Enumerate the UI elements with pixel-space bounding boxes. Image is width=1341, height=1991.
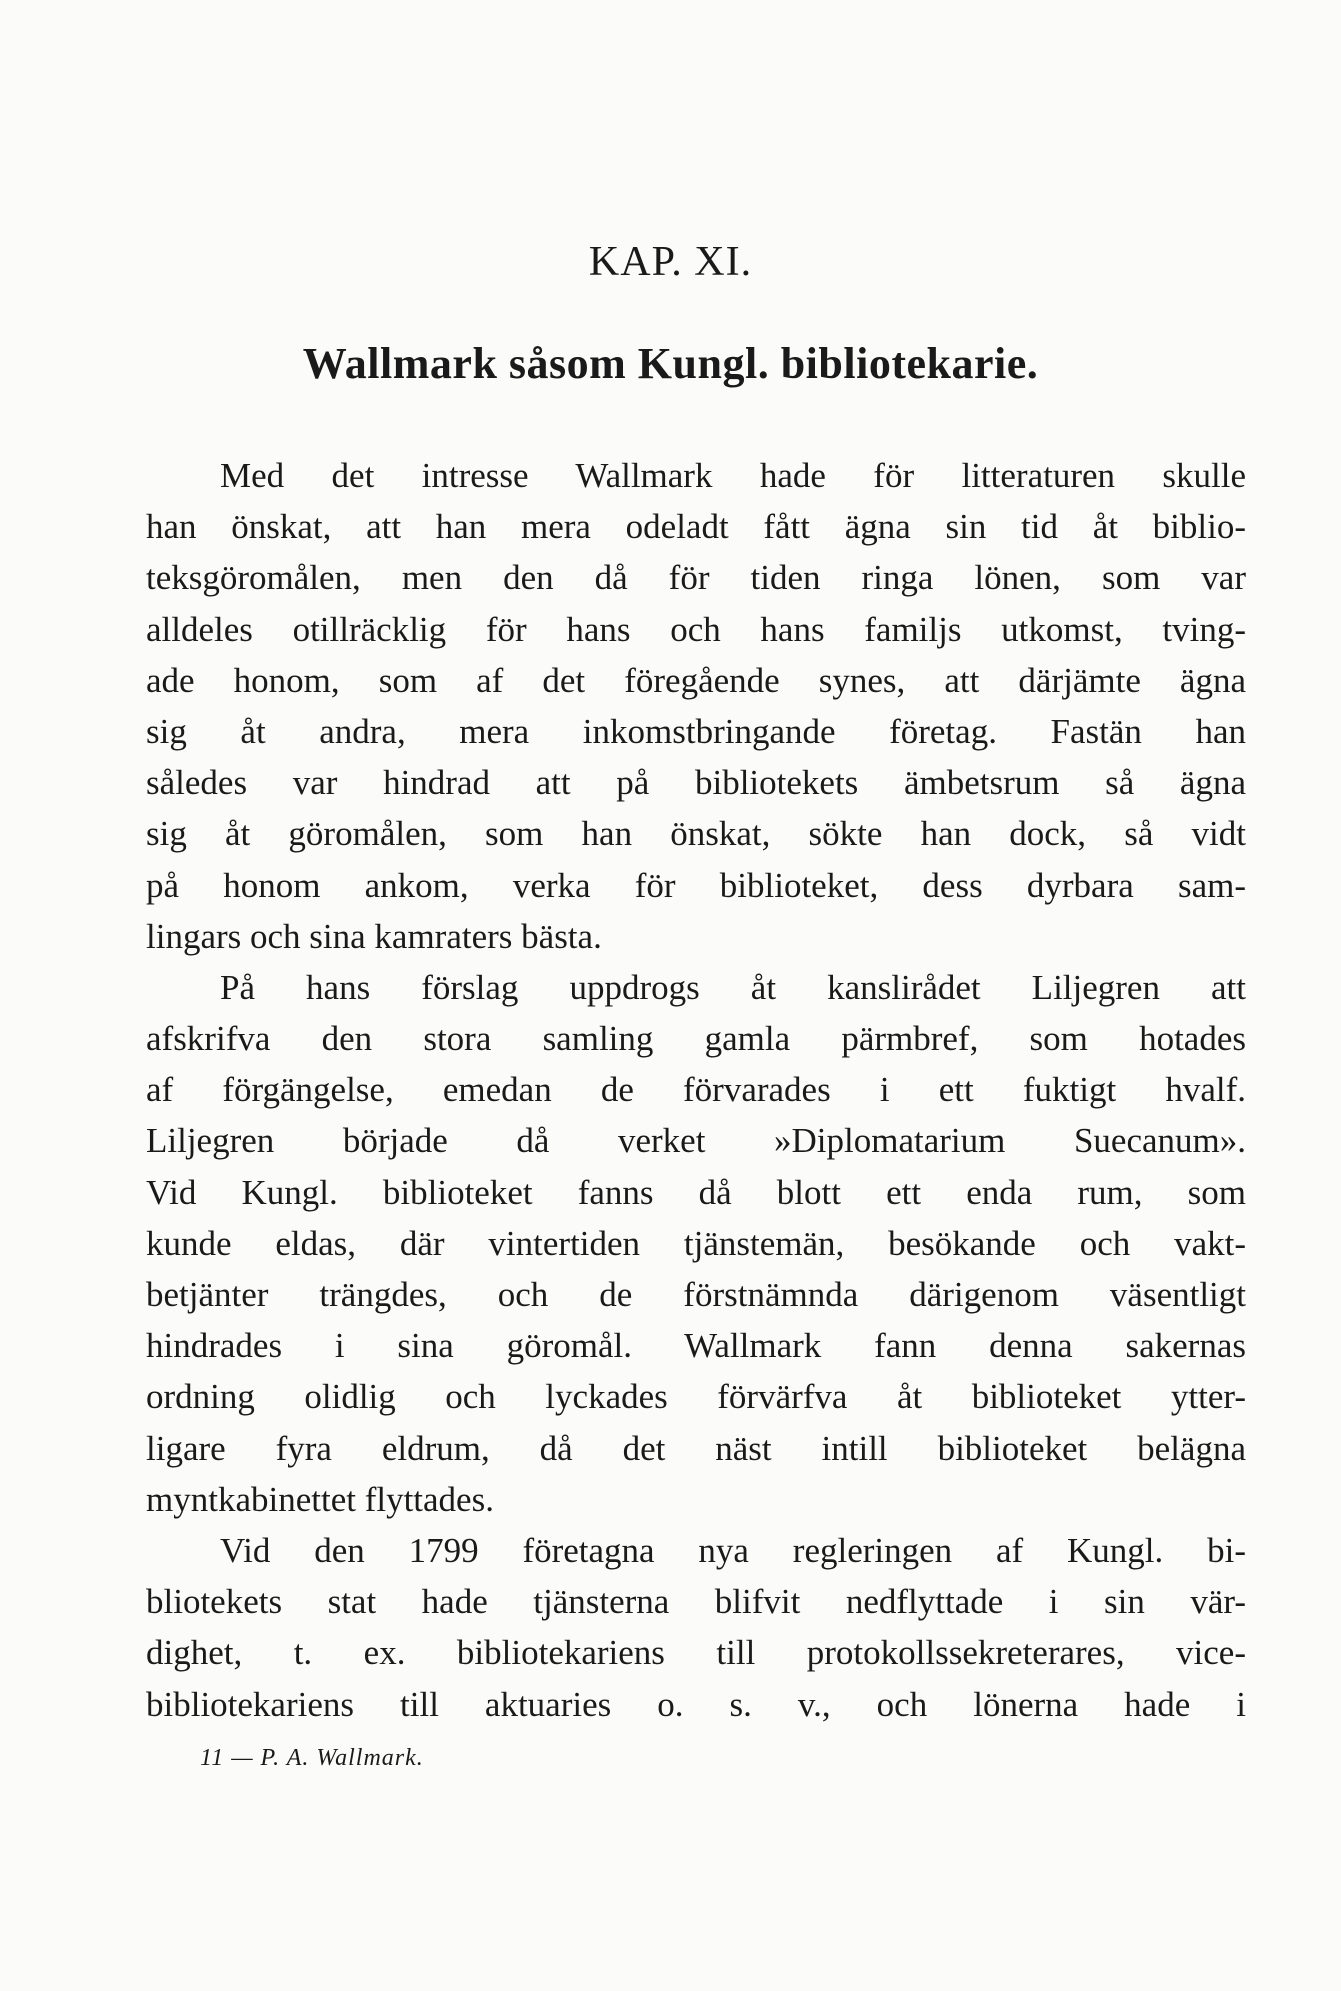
text-line: sig åt andra, mera inkomstbringande företag. Fastän han	[146, 711, 1246, 751]
paragraph	[146, 962, 1246, 1525]
text-line: Vid den 1799 företagna nya regleringen af Kungl. bi-	[220, 1530, 1246, 1570]
text-line: Vid Kungl. biblioteket fanns då blott ett enda rum, som	[146, 1172, 1246, 1212]
chapter-heading: KAP. XI.	[588, 239, 753, 285]
text-line: sig åt göromålen, som han önskat, sökte han dock, så vidt	[146, 814, 1246, 854]
text-line: afskrifva den stora samling gamla pärmbref, som hotades	[146, 1019, 1246, 1059]
text-line: lingars och sina kamraters bästa.	[146, 916, 602, 956]
text-line: Med det intresse Wallmark hade för litteraturen skulle	[220, 456, 1246, 495]
text-line: ordning olidlig och lyckades förvärfva åt biblioteket ytter-	[146, 1377, 1246, 1417]
text-line: på honom ankom, verka för biblioteket, dess dyrbara sam-	[146, 865, 1246, 905]
text-line: betjänter trängdes, och de förstnämnda därigenom väsentligt	[146, 1275, 1246, 1314]
text-line: hindrades i sina göromål. Wallmark fann denna sakernas	[146, 1326, 1246, 1366]
text-line: myntkabinettet flyttades.	[146, 1479, 494, 1519]
paragraph	[146, 450, 1246, 962]
text-line: Liljegren började då verket »Diplomatarium Suecanum».	[146, 1121, 1246, 1161]
body-text	[146, 450, 1246, 1730]
text-line: bibliotekariens till aktuaries o. s. v., och lönerna hade i	[146, 1684, 1246, 1724]
text-line: alldeles otillräcklig för hans och hans familjs utkomst, tving-	[146, 609, 1246, 649]
text-line: dighet, t. ex. bibliotekariens till protokollssekreterares, vice-	[146, 1633, 1246, 1673]
text-line: ligare fyra eldrum, då det näst intill biblioteket belägna	[146, 1428, 1246, 1468]
page-footer-signature: 11 — P. A. Wallmark.	[200, 1745, 424, 1771]
text-line: teksgöromålen, men den då för tiden ringa lönen, som var	[146, 558, 1246, 598]
text-line: kunde eldas, där vintertiden tjänstemän, besökande och vakt-	[146, 1223, 1246, 1263]
text-line: ade honom, som af det föregående synes, att därjämte ägna	[146, 660, 1246, 700]
text-line: På hans förslag uppdrogs åt kanslirådet Liljegren att	[220, 967, 1246, 1007]
text-line: af förgängelse, emedan de förvarades i ett fuktigt hvalf.	[146, 1070, 1246, 1110]
paragraph	[146, 1525, 1246, 1730]
text-line: bliotekets stat hade tjänsterna blifvit nedflyttade i sin vär-	[146, 1582, 1246, 1622]
chapter-title: Wallmark såsom Kungl. bibliotekarie.	[302, 339, 1039, 388]
text-line: han önskat, att han mera odeladt fått ägna sin tid åt biblio-	[146, 507, 1246, 547]
text-line: således var hindrad att på bibliotekets ämbetsrum så ägna	[146, 763, 1246, 803]
